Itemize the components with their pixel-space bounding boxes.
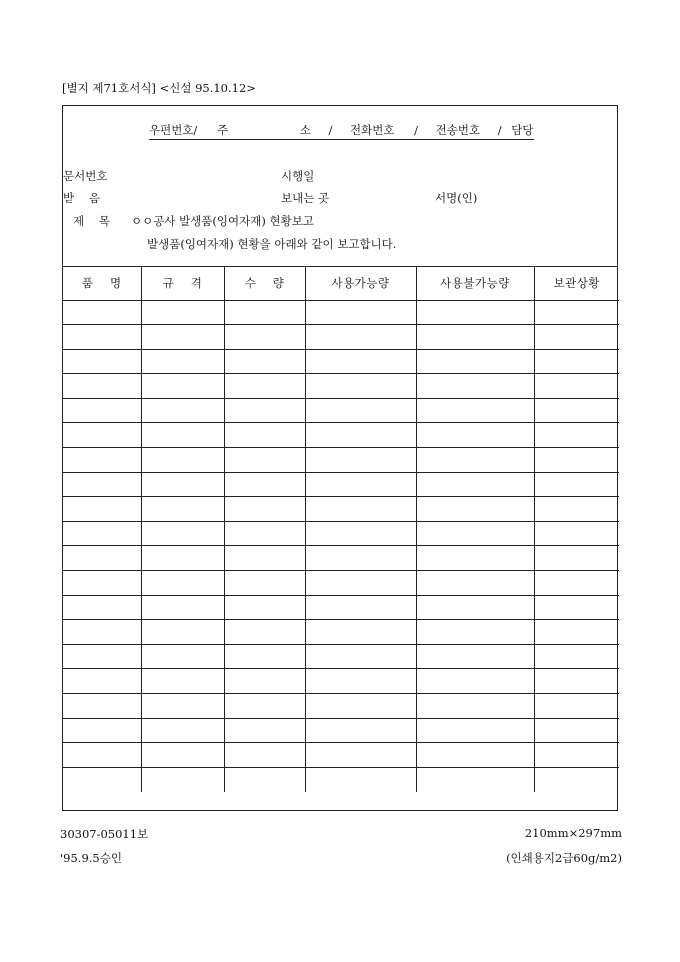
table-row: [63, 521, 619, 546]
table-cell[interactable]: [141, 571, 224, 596]
items-table: [63, 267, 619, 792]
table-cell[interactable]: [224, 423, 305, 448]
table-cell[interactable]: [224, 546, 305, 571]
table-row: [63, 571, 619, 596]
table-row: [63, 743, 619, 768]
table-cell[interactable]: [416, 300, 534, 325]
form-code: 30307-05011보: [60, 827, 149, 841]
table-cell[interactable]: [224, 620, 305, 645]
table-cell[interactable]: [416, 497, 534, 522]
table-cell[interactable]: [534, 423, 619, 448]
table-cell[interactable]: [224, 374, 305, 399]
table-cell[interactable]: [141, 595, 224, 620]
table-cell[interactable]: [63, 448, 141, 473]
table-cell[interactable]: [305, 472, 416, 497]
table-cell[interactable]: [416, 595, 534, 620]
table-cell[interactable]: [416, 423, 534, 448]
table-cell[interactable]: [63, 767, 141, 792]
approval-date: '95.9.5승인: [60, 851, 122, 865]
table-cell[interactable]: [534, 325, 619, 350]
table-cell[interactable]: [141, 300, 224, 325]
table-cell[interactable]: [141, 472, 224, 497]
table-cell[interactable]: [141, 743, 224, 768]
table-cell[interactable]: [141, 398, 224, 423]
table-cell[interactable]: [63, 694, 141, 719]
table-cell[interactable]: [305, 349, 416, 374]
table-cell[interactable]: [224, 595, 305, 620]
table-cell[interactable]: [224, 743, 305, 768]
table-cell[interactable]: [305, 423, 416, 448]
postal-code-label: 우편번호/: [149, 123, 198, 137]
form-header: [63, 106, 617, 267]
table-row: [63, 595, 619, 620]
table-cell[interactable]: [534, 571, 619, 596]
table-cell[interactable]: [141, 546, 224, 571]
table-cell[interactable]: [305, 620, 416, 645]
table-row: [63, 423, 619, 448]
separator: /: [414, 123, 418, 137]
table-cell[interactable]: [63, 620, 141, 645]
column-header-quantity: 수 량: [224, 267, 305, 300]
paper-size: 210mm×297mm: [524, 826, 622, 840]
table-cell[interactable]: [305, 497, 416, 522]
address-so-label: 소: [299, 123, 311, 137]
table-cell[interactable]: [224, 571, 305, 596]
table-cell[interactable]: [534, 497, 619, 522]
table-cell[interactable]: [416, 349, 534, 374]
table-cell[interactable]: [63, 325, 141, 350]
table-cell[interactable]: [305, 669, 416, 694]
separator: /: [497, 123, 502, 137]
table-cell[interactable]: [63, 423, 141, 448]
table-cell[interactable]: [63, 571, 141, 596]
fax-label: 전송번호: [435, 123, 481, 137]
column-header-spec: 규 격: [141, 267, 224, 300]
form-title: [별지 제71호서식] <신설 95.10.12>: [62, 81, 256, 95]
table-cell[interactable]: [305, 448, 416, 473]
table-cell[interactable]: [224, 521, 305, 546]
table-cell[interactable]: [416, 448, 534, 473]
recipient-label: 받 음: [63, 191, 100, 205]
table-cell[interactable]: [63, 644, 141, 669]
table-cell[interactable]: [305, 300, 416, 325]
table-cell[interactable]: [534, 669, 619, 694]
table-cell[interactable]: [305, 644, 416, 669]
table-cell[interactable]: [141, 349, 224, 374]
table-cell[interactable]: [224, 767, 305, 792]
table-cell[interactable]: [141, 423, 224, 448]
column-header-item-name: 품 명: [63, 267, 141, 300]
paper-spec: (인쇄용지2급60g/m2): [506, 851, 622, 865]
report-form: [62, 105, 618, 811]
contact-label: 담당: [511, 123, 534, 137]
table-cell[interactable]: [534, 595, 619, 620]
table-cell[interactable]: [416, 546, 534, 571]
table-row: [63, 448, 619, 473]
table-cell[interactable]: [224, 398, 305, 423]
table-cell[interactable]: [141, 497, 224, 522]
table-cell[interactable]: [63, 497, 141, 522]
table-row: [63, 669, 619, 694]
table-cell[interactable]: [141, 374, 224, 399]
doc-number-label: 문서번호: [63, 169, 108, 183]
table-cell[interactable]: [416, 472, 534, 497]
table-cell[interactable]: [305, 546, 416, 571]
table-cell[interactable]: [416, 398, 534, 423]
table-cell[interactable]: [305, 595, 416, 620]
table-cell[interactable]: [63, 472, 141, 497]
table-cell[interactable]: [534, 374, 619, 399]
table-cell[interactable]: [305, 694, 416, 719]
table-row: [63, 374, 619, 399]
table-cell[interactable]: [141, 644, 224, 669]
table-cell[interactable]: [534, 767, 619, 792]
signature-label: 서명(인): [435, 191, 478, 205]
table-cell[interactable]: [224, 644, 305, 669]
table-cell[interactable]: [416, 325, 534, 350]
table-cell[interactable]: [63, 521, 141, 546]
table-cell[interactable]: [534, 694, 619, 719]
table-row: [63, 546, 619, 571]
table-cell[interactable]: [305, 325, 416, 350]
table-cell[interactable]: [534, 448, 619, 473]
table-cell[interactable]: [141, 669, 224, 694]
address-line: [149, 122, 534, 140]
table-cell[interactable]: [416, 694, 534, 719]
table-cell[interactable]: [141, 448, 224, 473]
table-cell[interactable]: [534, 743, 619, 768]
table-cell[interactable]: [534, 398, 619, 423]
table-cell[interactable]: [63, 718, 141, 743]
address-ju-label: 주: [216, 123, 229, 137]
table-cell[interactable]: [63, 349, 141, 374]
table-cell[interactable]: [416, 571, 534, 596]
table-cell[interactable]: [224, 300, 305, 325]
table-row: [63, 325, 619, 350]
table-cell[interactable]: [534, 718, 619, 743]
table-cell[interactable]: [141, 718, 224, 743]
table-cell[interactable]: [416, 521, 534, 546]
table-cell[interactable]: [224, 349, 305, 374]
table-cell[interactable]: [224, 694, 305, 719]
table-cell[interactable]: [224, 472, 305, 497]
table-row: [63, 349, 619, 374]
table-cell[interactable]: [416, 718, 534, 743]
table-cell[interactable]: [305, 571, 416, 596]
table-cell[interactable]: [224, 497, 305, 522]
subject-label: 제 목: [73, 214, 110, 228]
phone-label: 전화번호: [350, 123, 395, 137]
table-cell[interactable]: [416, 767, 534, 792]
table-cell[interactable]: [416, 374, 534, 399]
table-cell[interactable]: [534, 644, 619, 669]
table-cell[interactable]: [63, 546, 141, 571]
table-cell[interactable]: [305, 398, 416, 423]
table-cell[interactable]: [416, 743, 534, 768]
table-cell[interactable]: [141, 620, 224, 645]
column-header-storage: 보관상황: [534, 267, 619, 300]
table-cell[interactable]: [305, 374, 416, 399]
table-cell[interactable]: [63, 374, 141, 399]
table-cell[interactable]: [534, 546, 619, 571]
table-cell[interactable]: [141, 325, 224, 350]
sender-label: 보내는 곳: [281, 191, 330, 205]
table-cell[interactable]: [534, 620, 619, 645]
table-row: [63, 398, 619, 423]
table-cell[interactable]: [305, 521, 416, 546]
table-cell[interactable]: [63, 743, 141, 768]
table-cell[interactable]: [416, 620, 534, 645]
table-cell[interactable]: [305, 767, 416, 792]
table-row: [63, 620, 619, 645]
table-cell[interactable]: [63, 398, 141, 423]
table-cell[interactable]: [224, 669, 305, 694]
table-cell[interactable]: [141, 767, 224, 792]
table-cell[interactable]: [63, 669, 141, 694]
table-cell[interactable]: [224, 448, 305, 473]
table-cell[interactable]: [305, 718, 416, 743]
table-row: [63, 472, 619, 497]
column-header-unusable: 사용불가능량: [416, 267, 534, 300]
table-cell[interactable]: [224, 325, 305, 350]
table-cell[interactable]: [416, 669, 534, 694]
effective-date-label: 시행일: [281, 169, 315, 183]
table-cell[interactable]: [305, 743, 416, 768]
table-cell[interactable]: [141, 521, 224, 546]
table-cell[interactable]: [534, 472, 619, 497]
table-row: [63, 644, 619, 669]
table-row: [63, 718, 619, 743]
table-cell[interactable]: [534, 521, 619, 546]
body-text: 발생품(잉여자재) 현황을 아래와 같이 보고합니다.: [147, 237, 397, 251]
table-row: [63, 767, 619, 792]
table-cell[interactable]: [534, 300, 619, 325]
table-cell[interactable]: [141, 694, 224, 719]
table-row: [63, 300, 619, 325]
table-cell[interactable]: [63, 300, 141, 325]
table-cell[interactable]: [63, 595, 141, 620]
subject-text: ㅇㅇ공사 발생품(잉여자재) 현황보고: [131, 214, 314, 228]
separator: /: [328, 123, 333, 137]
column-header-usable: 사용가능량: [305, 267, 416, 300]
table-row: [63, 497, 619, 522]
table-header-row: [63, 267, 619, 300]
table-cell[interactable]: [534, 349, 619, 374]
table-row: [63, 694, 619, 719]
table-cell[interactable]: [224, 718, 305, 743]
table-cell[interactable]: [416, 644, 534, 669]
